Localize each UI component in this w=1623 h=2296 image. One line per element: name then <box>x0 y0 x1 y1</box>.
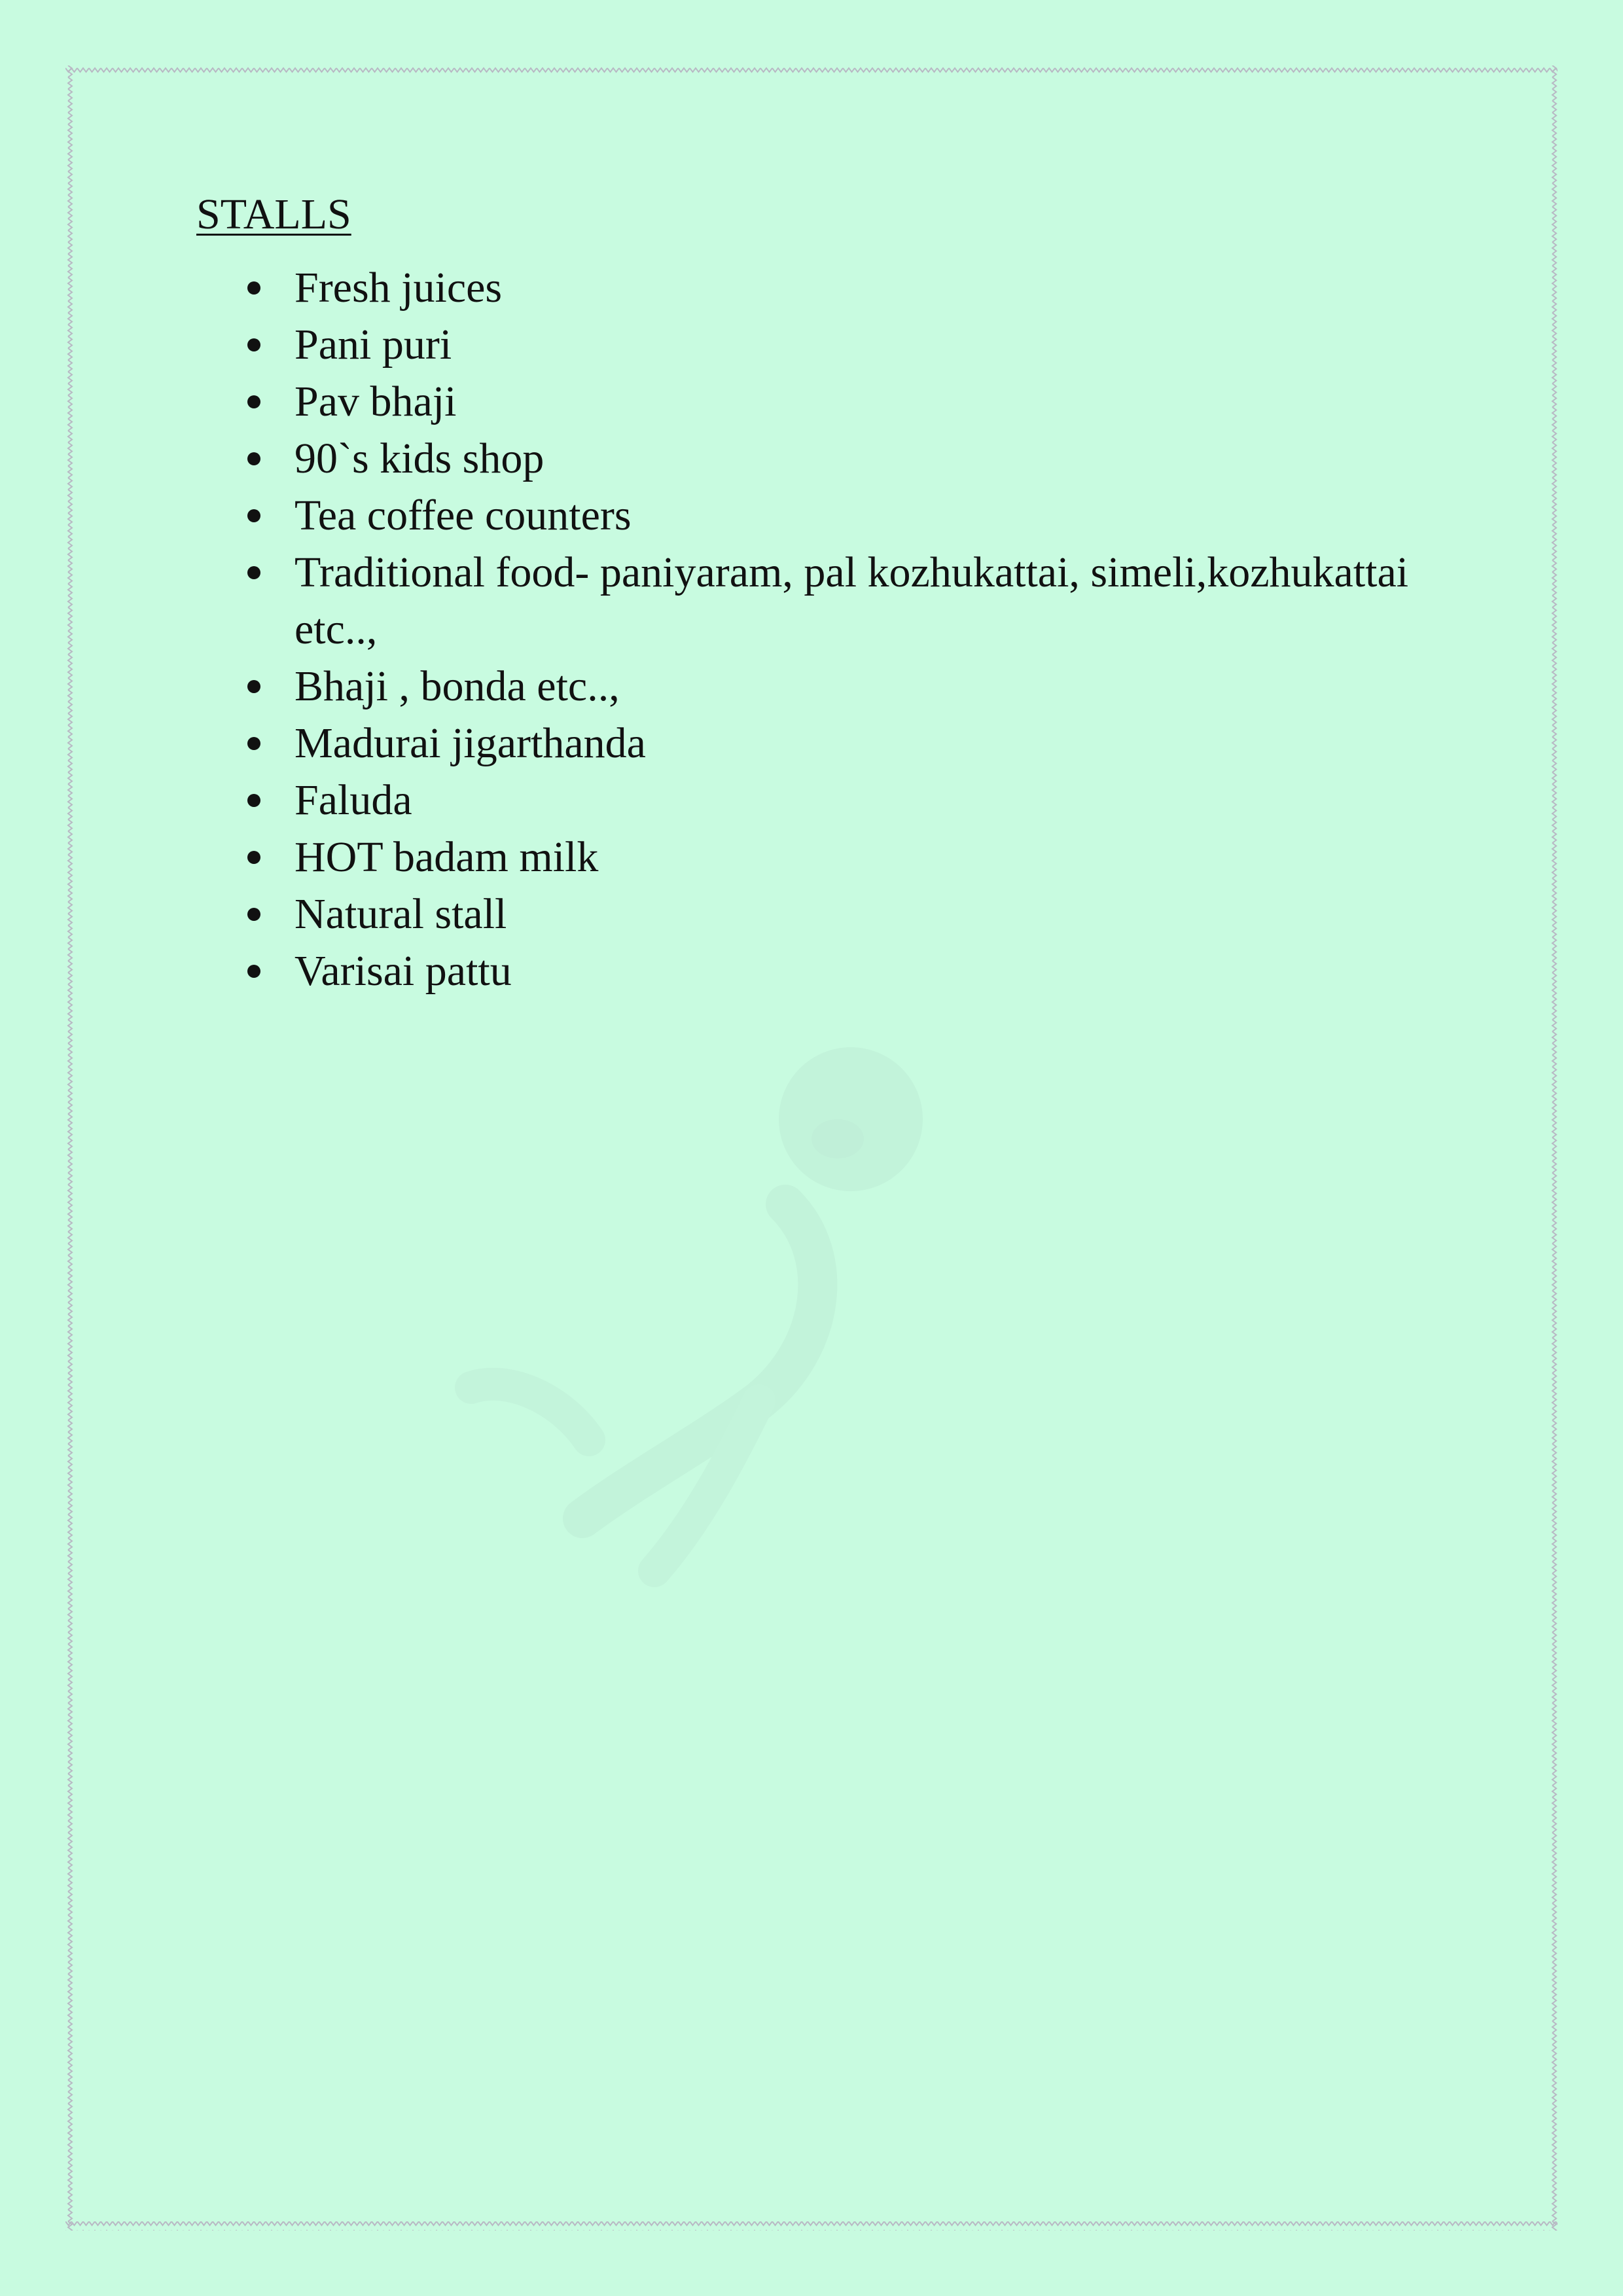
list-item-text: HOT badam milk <box>294 833 599 881</box>
bullet-icon <box>247 794 260 807</box>
bullet-icon <box>247 851 260 864</box>
list-item-text: Fresh juices <box>294 263 503 312</box>
list-item-text: Madurai jigarthanda <box>294 719 646 767</box>
bullet-icon <box>247 509 260 522</box>
bullet-icon <box>247 965 260 978</box>
list-item-text: Tea coffee counters <box>294 491 632 539</box>
bullet-icon <box>247 395 260 408</box>
section-heading: STALLS <box>196 190 351 238</box>
list-item <box>196 829 1440 886</box>
bullet-icon <box>247 452 260 465</box>
list-item-text: Varisai pattu <box>294 946 512 995</box>
document-body <box>196 190 1440 999</box>
bullet-icon <box>247 680 260 693</box>
bullet-icon <box>247 338 260 351</box>
list-item-text: Pani puri <box>294 320 452 368</box>
list-item-text: Bhaji , bonda etc.., <box>294 662 620 710</box>
list-item <box>196 487 1440 544</box>
list-item <box>196 430 1440 487</box>
list-item <box>196 715 1440 772</box>
stall-list <box>196 259 1440 999</box>
bullet-icon <box>247 737 260 750</box>
list-item <box>196 259 1440 316</box>
list-item <box>196 772 1440 829</box>
list-item-text: 90`s kids shop <box>294 434 544 482</box>
list-item-text: Faluda <box>294 776 412 824</box>
list-item <box>196 658 1440 715</box>
faint-watermark-figure <box>419 982 1008 1604</box>
bullet-icon <box>247 908 260 921</box>
list-item-text: Pav bhaji <box>294 377 457 425</box>
list-item <box>196 886 1440 942</box>
list-item <box>196 942 1440 999</box>
bullet-icon <box>247 566 260 579</box>
list-item-text: Natural stall <box>294 889 507 938</box>
list-item <box>196 316 1440 373</box>
list-item <box>196 373 1440 430</box>
list-item-text: Traditional food- paniyaram, pal kozhukattai, simeli,kozhukattai etc.., <box>294 548 1409 653</box>
list-item <box>196 544 1440 658</box>
bullet-icon <box>247 281 260 295</box>
